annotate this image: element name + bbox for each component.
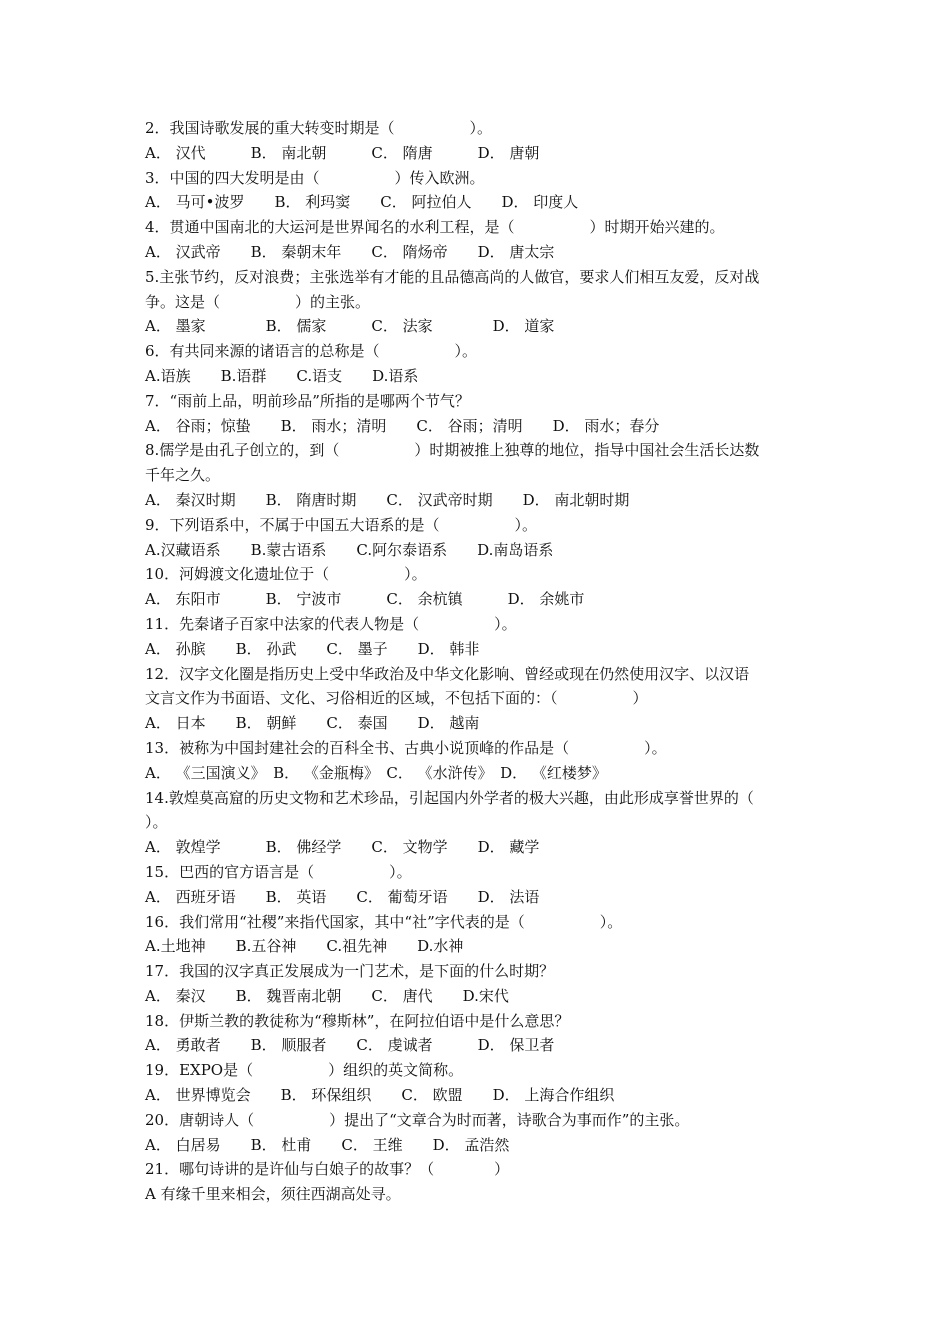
question-21: 21．哪句诗讲的是许仙与白娘子的故事？（ ） (145, 1160, 510, 1179)
question-3-options: A． 马可•波罗 B． 利玛窦 C． 阿拉伯人 D． 印度人 (145, 193, 579, 212)
question-18: 18．伊斯兰教的教徒称为“穆斯林”，在阿拉伯语中是什么意思？ (145, 1011, 570, 1030)
question-5-continued: 争。这是（ ）的主张。 (145, 292, 371, 311)
question-18-options: A． 勇敢者 B． 顺服者 C． 虔诚者 D． 保卫者 (145, 1036, 555, 1055)
question-8-options: A． 秦汉时期 B． 隋唐时期 C． 汉武帝时期 D． 南北朝时期 (145, 490, 630, 509)
question-9-options: A.汉藏语系 B.蒙古语系 C.阿尔泰语系 D.南岛语系 (145, 540, 554, 559)
question-7-options: A． 谷雨；惊蛰 B． 雨水；清明 C． 谷雨；清明 D． 雨水；春分 (145, 416, 660, 435)
question-15: 15．巴西的官方语言是（ ）。 (145, 862, 412, 881)
question-4-options: A． 汉武帝 B． 秦朝末年 C． 隋炀帝 D． 唐太宗 (145, 242, 555, 261)
question-19: 19．EXPO是（ ）组织的英文简称。 (145, 1061, 464, 1080)
question-14: 14.敦煌莫高窟的历史文物和艺术珍品，引起国内外学者的极大兴趣，由此形成享誉世界的（ (145, 788, 754, 807)
question-12-continued: 文言文作为书面语、文化、习俗相近的区域，不包括下面的：（ ） (145, 689, 648, 708)
question-6: 6．有共同来源的诸语言的总称是（ ）。 (145, 342, 478, 361)
question-16-options: A.土地神 B.五谷神 C.祖先神 D.水神 (145, 937, 464, 956)
question-5: 5.主张节约，反对浪费；主张选举有才能的且品德高尚的人做官，要求人们相互友爱，反对战 (145, 267, 760, 286)
question-14-continued: ）。 (145, 813, 168, 832)
question-9: 9．下列语系中，不属于中国五大语系的是（ ）。 (145, 515, 538, 534)
question-17: 17．我国的汉字真正发展成为一门艺术，是下面的什么时期？ (145, 962, 555, 981)
question-15-options: A． 西班牙语 B． 英语 C． 葡萄牙语 D． 法语 (145, 887, 540, 906)
question-6-options: A.语族 B.语群 C.语支 D.语系 (145, 366, 419, 385)
question-2: 2．我国诗歌发展的重大转变时期是（ ）。 (145, 119, 493, 137)
question-8: 8.儒学是由孔子创立的，到（ ）时期被推上独尊的地位，指导中国社会生活长达数 (145, 441, 760, 460)
question-8-continued: 千年之久。 (145, 466, 221, 485)
question-2-options: A． 汉代 B． 南北朝 C． 隋唐 D． 唐朝 (145, 143, 540, 162)
question-4: 4．贯通中国南北的大运河是世界闻名的水利工程，是（ ）时期开始兴建的。 (145, 218, 725, 237)
question-12: 12．汉字文化圈是指历史上受中华政治及中华文化影响、曾经或现在仍然使用汉字、以汉语 (145, 664, 750, 683)
question-10-options: A． 东阳市 B． 宁波市 C． 余杭镇 D． 余姚市 (145, 590, 585, 609)
question-10: 10．河姆渡文化遗址位于（ ）。 (145, 565, 427, 584)
question-5-options: A． 墨家 B． 儒家 C． 法家 D． 道家 (145, 317, 555, 336)
question-17-options: A． 秦汉 B． 魏晋南北朝 C． 唐代 D.宋代 (145, 986, 509, 1005)
question-11-options: A． 孙膑 B． 孙武 C． 墨子 D． 韩非 (145, 639, 480, 658)
question-7: 7．“雨前上品，明前珍品”所指的是哪两个节气？ (145, 391, 470, 410)
question-12-options: A． 日本 B． 朝鲜 C． 泰国 D． 越南 (145, 714, 480, 733)
question-19-options: A． 世界博览会 B． 环保组织 C． 欧盟 D． 上海合作组织 (145, 1086, 615, 1105)
question-11: 11．先秦诸子百家中法家的代表人物是（ ）。 (145, 614, 517, 633)
question-13-options: A． 《三国演义》 B． 《金瓶梅》 C． 《水浒传》 D． 《红楼梦》 (145, 763, 607, 782)
question-14-options: A． 敦煌学 B． 佛经学 C． 文物学 D． 藏学 (145, 838, 540, 857)
question-13: 13．被称为中国封建社会的百科全书、古典小说顶峰的作品是（ ）。 (145, 738, 667, 757)
question-3: 3．中国的四大发明是由（ ）传入欧洲。 (145, 168, 485, 187)
question-list (145, 116, 810, 1207)
question-16: 16．我们常用“社稷”来指代国家，其中“社”字代表的是（ ）。 (145, 912, 623, 931)
question-20-options: A． 白居易 B． 杜甫 C． 王维 D． 孟浩然 (145, 1135, 510, 1154)
question-20: 20．唐朝诗人（ ）提出了“文章合为时而著，诗歌合为事而作”的主张。 (145, 1110, 690, 1129)
question-21-option-a: A 有缘千里来相会，须往西湖高处寻。 (145, 1185, 401, 1204)
